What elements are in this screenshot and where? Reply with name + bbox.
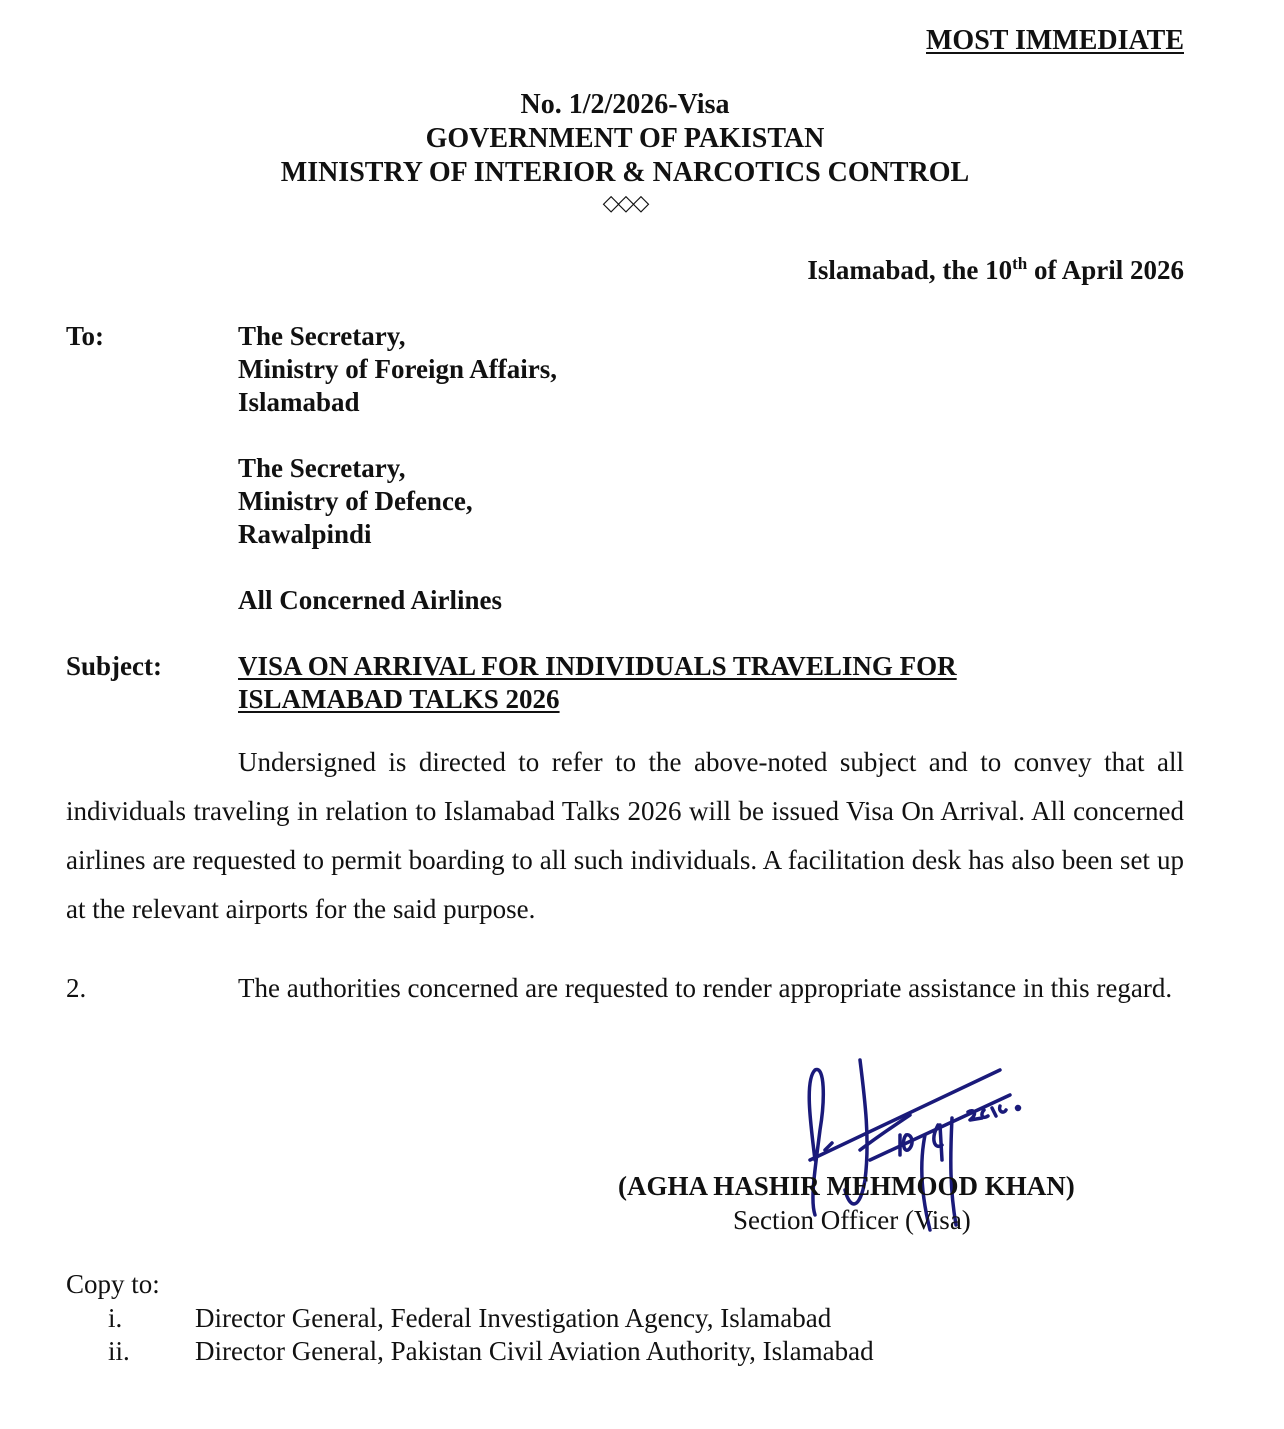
recipient-line: Ministry of Foreign Affairs, — [238, 354, 557, 384]
subject-line-1: VISA ON ARRIVAL FOR INDIVIDUALS TRAVELING FOR — [238, 651, 957, 681]
ornament-divider: ◇◇◇ — [602, 190, 648, 215]
to-label: To: — [66, 321, 105, 351]
date-prefix: Islamabad, the 10 — [807, 255, 1013, 285]
recipient-block — [238, 320, 557, 419]
priority-label: MOST IMMEDIATE — [926, 25, 1184, 56]
recipient-line: Rawalpindi — [238, 519, 372, 549]
date-rest: of April 2026 — [1027, 255, 1184, 285]
copy-to-label: Copy to: — [66, 1269, 160, 1299]
recipient-line: Islamabad — [238, 387, 360, 417]
paragraph-number: 2. — [66, 973, 87, 1003]
recipient-line: The Secretary, — [238, 453, 406, 483]
body-paragraph-1: Undersigned is directed to refer to the above-noted subject and to convey that all individuals traveling in relation to Islamabad Talks 2026 will be issued Visa On Arrival. All concerned airlines are requested to permit boarding to all such individuals. A facilitation desk has also been set up at the relevant airports for the said purpose. — [66, 747, 1184, 924]
recipient-line: The Secretary, — [238, 321, 406, 351]
recipient-block — [238, 584, 502, 617]
recipient-block — [238, 452, 473, 551]
date-ordinal: th — [1012, 254, 1028, 273]
copy-to-item: Director General, Federal Investigation Agency, Islamabad — [195, 1303, 832, 1333]
subject-text — [238, 650, 957, 716]
government-title: GOVERNMENT OF PAKISTAN — [425, 123, 825, 154]
subject-line-2: ISLAMABAD TALKS 2026 — [238, 684, 560, 714]
body-paragraph-2: The authorities concerned are requested to render appropriate assistance in this regard. — [238, 973, 1173, 1003]
date-line — [807, 254, 1184, 287]
signatory-designation: Section Officer (Visa) — [733, 1205, 971, 1235]
copy-to-number: ii. — [108, 1336, 130, 1366]
subject-label: Subject: — [66, 651, 162, 681]
signatory-name: (AGHA HASHIR MEHMOOD KHAN) — [618, 1171, 1075, 1201]
copy-to-number: i. — [108, 1303, 123, 1333]
copy-to-item: Director General, Pakistan Civil Aviation Authority, Islamabad — [195, 1336, 874, 1366]
file-number: No. 1/2/2026-Visa — [520, 89, 730, 120]
recipient-line: Ministry of Defence, — [238, 486, 473, 516]
recipient-line: All Concerned Airlines — [238, 585, 502, 615]
letterhead — [0, 88, 1250, 216]
ministry-title: MINISTRY OF INTERIOR & NARCOTICS CONTROL — [280, 157, 970, 188]
